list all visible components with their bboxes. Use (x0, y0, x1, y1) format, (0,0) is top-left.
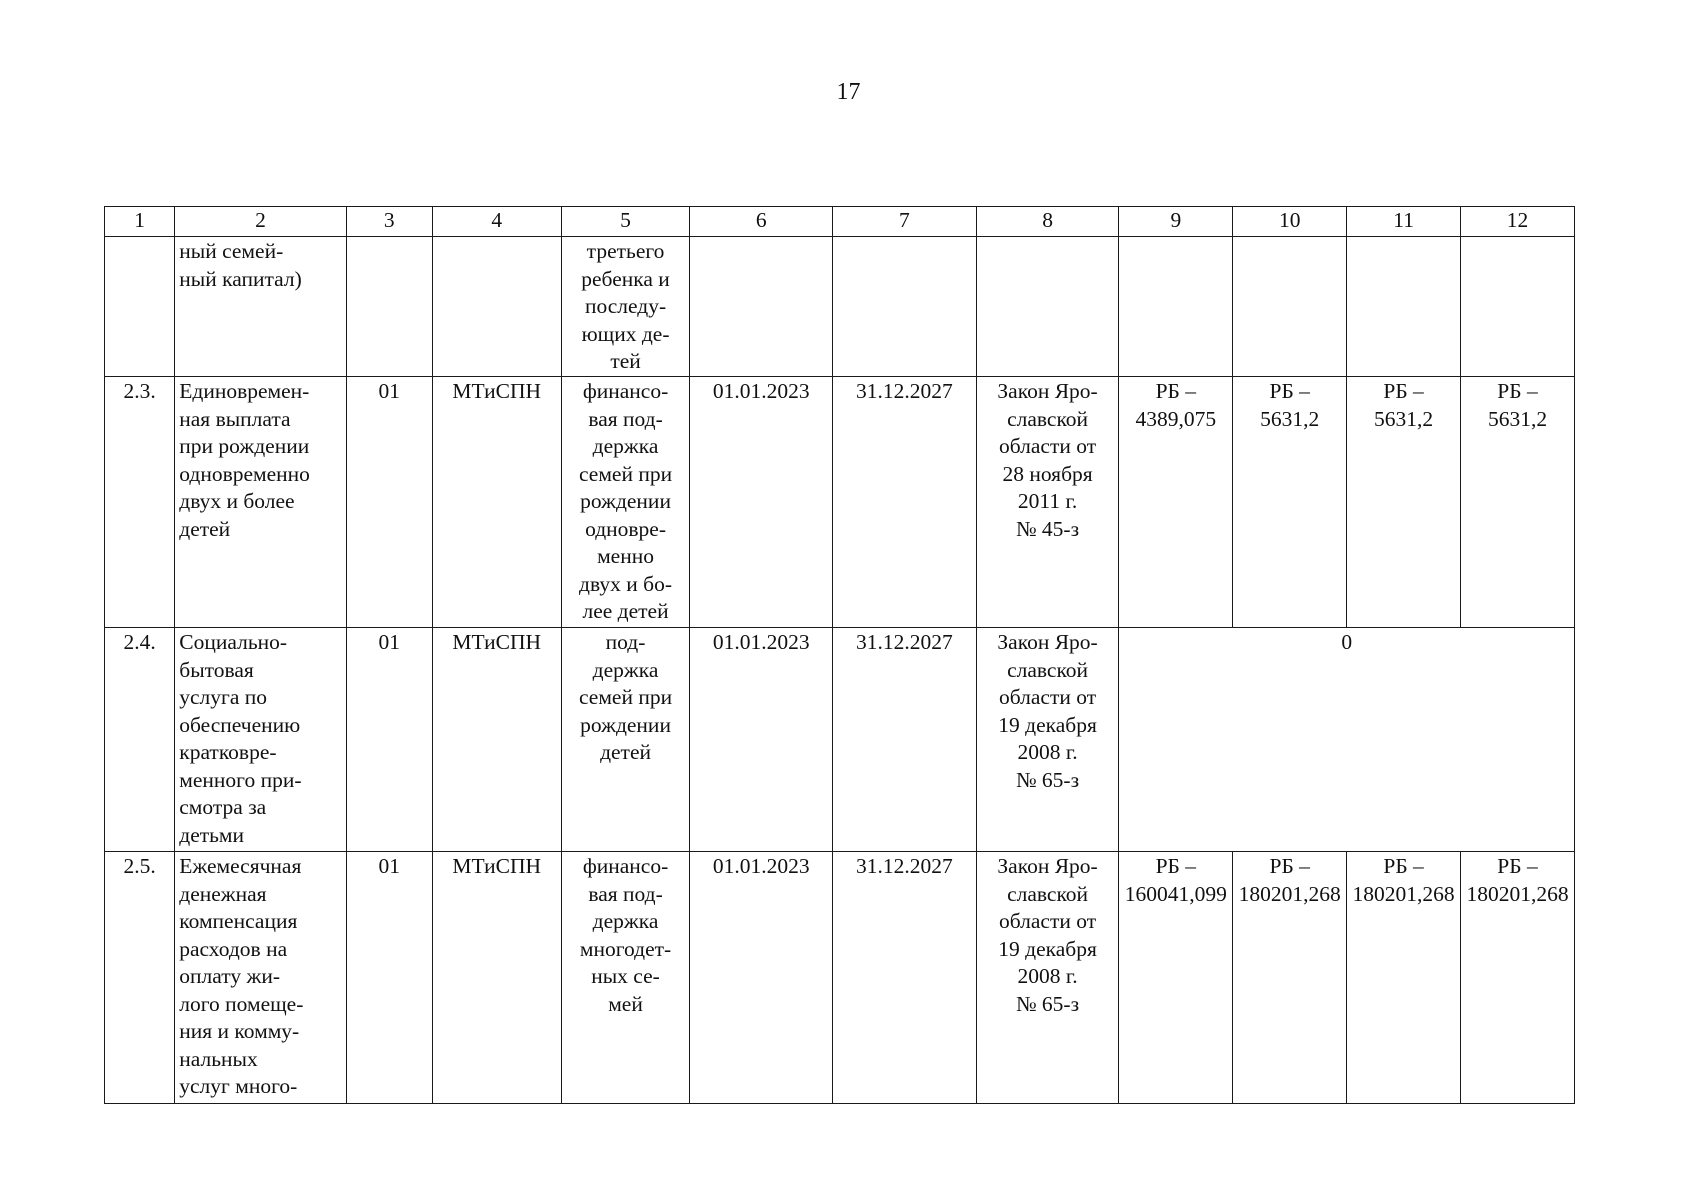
column-number: 10 (1233, 207, 1347, 237)
text-line: вая под- (588, 881, 663, 906)
text-line: семей при (578, 685, 673, 709)
text-line: Ежемесячная (179, 854, 302, 878)
code-cell: 01 (346, 628, 432, 852)
text-line: двух и бо- (579, 571, 673, 596)
text-line: славской (1007, 406, 1089, 431)
text-line: ный капитал) (179, 266, 302, 291)
text-line: вая под- (588, 406, 663, 431)
value-cell-col9 (1119, 852, 1233, 1104)
text-line: финансо- (582, 854, 669, 878)
text-line: одновре- (585, 516, 666, 541)
value-cell (1233, 237, 1347, 377)
text-line: денежная (179, 881, 267, 906)
text-line: держка (592, 657, 659, 682)
purpose-cell (561, 377, 690, 628)
value-cell-col11 (1347, 377, 1461, 628)
text-line: ная выплата (179, 406, 291, 431)
table-row (105, 852, 1575, 1104)
text-line: нальных (179, 1046, 258, 1071)
budget-label: РБ – (1497, 854, 1538, 878)
text-line: последу- (584, 294, 667, 318)
text-line: лее детей (582, 599, 669, 623)
measure-name-cell (175, 628, 346, 852)
executor-cell: МТиСПН (432, 377, 561, 628)
text-line: рождении (580, 489, 671, 513)
executor-cell: МТиСПН (432, 628, 561, 852)
text-line: под- (605, 630, 646, 654)
value-cell-col12 (1461, 377, 1575, 628)
executor-cell (432, 237, 561, 377)
column-number: 11 (1347, 207, 1461, 237)
text-line: Закон Яро- (997, 854, 1098, 878)
budget-label: РБ – (1269, 379, 1310, 403)
column-number: 3 (346, 207, 432, 237)
code-cell: 01 (346, 852, 432, 1104)
end-date-cell (833, 237, 977, 377)
text-line: славской (1007, 881, 1089, 906)
start-date-cell: 01.01.2023 (690, 377, 833, 628)
text-line: 2008 г. (1017, 964, 1078, 988)
column-number: 5 (561, 207, 690, 237)
budget-value: 180201,268 (1352, 881, 1455, 906)
text-line: многодет- (579, 936, 672, 961)
column-number: 6 (690, 207, 833, 237)
text-line: при рождении (179, 434, 310, 458)
text-line: области от (999, 685, 1097, 709)
merged-value-cell: 0 (1119, 628, 1575, 852)
measure-name-cell (175, 852, 346, 1104)
text-line: финансо- (582, 379, 669, 403)
text-line: бытовая (179, 657, 254, 682)
text-line: Единовремен- (179, 379, 310, 403)
budget-label: РБ – (1269, 854, 1310, 878)
code-cell (346, 237, 432, 377)
column-number: 8 (976, 207, 1119, 237)
value-cell-col10 (1233, 377, 1347, 628)
text-line: детьми (179, 822, 245, 847)
budget-value: 160041,099 (1124, 881, 1227, 906)
table-row (105, 628, 1575, 852)
text-line: 19 декабря (998, 712, 1097, 737)
text-line: третьего (586, 239, 665, 263)
budget-label: РБ – (1383, 854, 1424, 878)
text-line: менно (597, 544, 654, 568)
text-line: оплату жи- (179, 964, 280, 988)
purpose-cell (561, 852, 690, 1104)
column-number-row (105, 207, 1575, 237)
budget-value: 180201,268 (1466, 881, 1569, 906)
budget-value: 5631,2 (1487, 406, 1548, 431)
column-number: 7 (833, 207, 977, 237)
text-line: лого помеще- (179, 991, 304, 1016)
end-date-cell: 31.12.2027 (833, 852, 977, 1104)
budget-value: 5631,2 (1374, 406, 1434, 431)
value-cell (1461, 237, 1575, 377)
table-row (105, 377, 1575, 628)
budget-label: РБ – (1497, 379, 1538, 403)
end-date-cell: 31.12.2027 (833, 628, 977, 852)
purpose-cell (561, 237, 690, 377)
page-number: 17 (836, 79, 861, 105)
text-line: кратковре- (179, 740, 277, 764)
value-cell-col11 (1347, 852, 1461, 1104)
text-line: ющих де- (581, 321, 670, 346)
code-cell: 01 (346, 377, 432, 628)
text-line: 2011 г. (1017, 489, 1078, 513)
legal-basis-cell (976, 237, 1119, 377)
purpose-cell (561, 628, 690, 852)
text-line: услуг много- (179, 1074, 298, 1098)
column-number: 1 (105, 207, 175, 237)
budget-label: РБ – (1383, 379, 1424, 403)
text-line: области от (999, 909, 1097, 933)
text-line: ребенка и (581, 266, 670, 291)
column-number: 9 (1119, 207, 1233, 237)
table-row-continuation (105, 237, 1575, 377)
start-date-cell: 01.01.2023 (690, 628, 833, 852)
measures-table (104, 206, 1575, 1104)
text-line: области от (999, 434, 1097, 458)
column-number: 2 (175, 207, 346, 237)
text-line: одновременно (179, 461, 310, 486)
executor-cell: МТиСПН (432, 852, 561, 1104)
budget-value: 4389,075 (1135, 406, 1217, 431)
text-line: ных се- (591, 964, 660, 988)
text-line: № 45-з (1016, 516, 1080, 541)
value-cell-col12 (1461, 852, 1575, 1104)
budget-label: РБ – (1155, 854, 1197, 878)
legal-basis-cell (976, 852, 1119, 1104)
text-line: держка (592, 434, 659, 458)
text-line: № 65-з (1016, 767, 1080, 792)
text-line: компенсация (179, 909, 298, 933)
text-line: ный семей- (179, 239, 284, 263)
text-line: держка (592, 909, 659, 933)
text-line: 19 декабря (998, 936, 1097, 961)
text-line: тей (610, 349, 641, 373)
budget-value: 5631,2 (1260, 406, 1320, 431)
value-cell (1119, 237, 1233, 377)
measure-name-cell (175, 377, 346, 628)
text-line: двух и более (179, 489, 295, 513)
text-line: рождении (580, 712, 671, 737)
value-cell-col10 (1233, 852, 1347, 1104)
value-cell-col9 (1119, 377, 1233, 628)
text-line: 2008 г. (1017, 740, 1078, 764)
row-number: 2.3. (105, 377, 175, 628)
value-cell (1347, 237, 1461, 377)
text-line: детей (179, 516, 231, 541)
text-line: расходов на (179, 936, 288, 961)
legal-basis-cell (976, 377, 1119, 628)
text-line: № 65-з (1016, 991, 1080, 1016)
measure-name-cell (175, 237, 346, 377)
budget-label: РБ – (1155, 379, 1197, 403)
row-number: 2.4. (105, 628, 175, 852)
text-line: мей (608, 991, 643, 1016)
column-number: 4 (432, 207, 561, 237)
start-date-cell (690, 237, 833, 377)
start-date-cell: 01.01.2023 (690, 852, 833, 1104)
text-line: 28 ноября (1002, 461, 1093, 486)
legal-basis-cell (976, 628, 1119, 852)
text-line: Закон Яро- (997, 630, 1098, 654)
text-line: славской (1007, 657, 1089, 682)
text-line: детей (600, 740, 651, 764)
text-line: услуга по (179, 685, 268, 709)
row-number-cell (105, 237, 175, 377)
text-line: семей при (578, 461, 673, 486)
text-line: ния и комму- (179, 1019, 300, 1043)
row-number: 2.5. (105, 852, 175, 1104)
text-line: Закон Яро- (997, 379, 1098, 403)
text-line: Социально- (179, 630, 288, 654)
end-date-cell: 31.12.2027 (833, 377, 977, 628)
budget-value: 180201,268 (1238, 881, 1341, 906)
text-line: смотра за (179, 795, 267, 819)
column-number: 12 (1461, 207, 1575, 237)
text-line: обеспечению (179, 712, 301, 737)
text-line: менного при- (179, 767, 302, 792)
